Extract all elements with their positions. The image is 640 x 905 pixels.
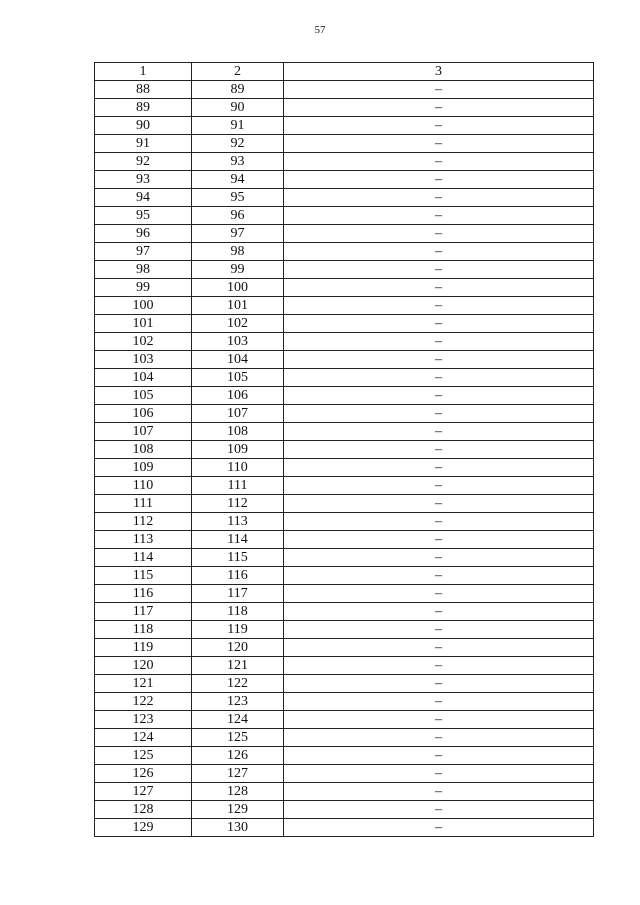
table-cell-col3: –: [284, 189, 594, 207]
table-row: [95, 603, 594, 621]
table-cell-col1: 93: [95, 171, 192, 189]
table-row: [95, 369, 594, 387]
table-cell-col2: 90: [192, 99, 284, 117]
table-row: [95, 567, 594, 585]
table-row: [95, 819, 594, 837]
table-cell-col2: 104: [192, 351, 284, 369]
table-cell-col1: 97: [95, 243, 192, 261]
table-row: [95, 333, 594, 351]
table-cell-col3: –: [284, 675, 594, 693]
table-cell-col1: 111: [95, 495, 192, 513]
table-row: [95, 171, 594, 189]
table-cell-col3: –: [284, 117, 594, 135]
table-cell-col1: 113: [95, 531, 192, 549]
table-cell-col1: 89: [95, 99, 192, 117]
table-cell-col2: 103: [192, 333, 284, 351]
table-cell-col3: –: [284, 657, 594, 675]
table-cell-col1: 116: [95, 585, 192, 603]
table-row: [95, 81, 594, 99]
table-cell-col2: 128: [192, 783, 284, 801]
table-row: [95, 801, 594, 819]
page-number: 57: [314, 24, 326, 36]
table-row: [95, 279, 594, 297]
table-cell-col3: –: [284, 261, 594, 279]
table-cell-col3: –: [284, 153, 594, 171]
table-cell-col2: 118: [192, 603, 284, 621]
table-cell-col1: 128: [95, 801, 192, 819]
table-row: [95, 423, 594, 441]
table-cell-col1: 108: [95, 441, 192, 459]
column-header-3: 3: [284, 63, 594, 81]
table-row: [95, 621, 594, 639]
table-cell-col2: 102: [192, 315, 284, 333]
table-cell-col2: 120: [192, 639, 284, 657]
table-row: [95, 189, 594, 207]
table-cell-col1: 114: [95, 549, 192, 567]
table-row: [95, 495, 594, 513]
table-cell-col3: –: [284, 549, 594, 567]
table-cell-col1: 112: [95, 513, 192, 531]
table-cell-col1: 100: [95, 297, 192, 315]
table-cell-col1: 96: [95, 225, 192, 243]
table-cell-col3: –: [284, 585, 594, 603]
table-cell-col1: 94: [95, 189, 192, 207]
table-cell-col1: 95: [95, 207, 192, 225]
table-cell-col3: –: [284, 495, 594, 513]
table-row: [95, 477, 594, 495]
table-row: [95, 225, 594, 243]
table-cell-col1: 90: [95, 117, 192, 135]
table-cell-col1: 110: [95, 477, 192, 495]
table-row: [95, 243, 594, 261]
table-cell-col2: 112: [192, 495, 284, 513]
table-cell-col3: –: [284, 297, 594, 315]
table-cell-col3: –: [284, 621, 594, 639]
table-cell-col2: 124: [192, 711, 284, 729]
table-cell-col2: 119: [192, 621, 284, 639]
table-cell-col3: –: [284, 171, 594, 189]
table-row: [95, 747, 594, 765]
table-cell-col2: 107: [192, 405, 284, 423]
table-cell-col1: 103: [95, 351, 192, 369]
data-table: [94, 62, 594, 837]
table-cell-col1: 102: [95, 333, 192, 351]
table-row: [95, 153, 594, 171]
table-row: [95, 765, 594, 783]
table-cell-col2: 121: [192, 657, 284, 675]
table-cell-col1: 101: [95, 315, 192, 333]
table-row: [95, 207, 594, 225]
table-cell-col2: 93: [192, 153, 284, 171]
table-row: [95, 405, 594, 423]
table-cell-col3: –: [284, 531, 594, 549]
table-cell-col1: 120: [95, 657, 192, 675]
table-cell-col2: 129: [192, 801, 284, 819]
table-cell-col3: –: [284, 441, 594, 459]
table-row: [95, 657, 594, 675]
table-row: [95, 549, 594, 567]
table-cell-col2: 91: [192, 117, 284, 135]
table-cell-col1: 118: [95, 621, 192, 639]
table-cell-col1: 99: [95, 279, 192, 297]
table-cell-col2: 114: [192, 531, 284, 549]
column-header-1: 1: [95, 63, 192, 81]
table-cell-col2: 113: [192, 513, 284, 531]
table-cell-col3: –: [284, 99, 594, 117]
table-body: [95, 81, 594, 837]
table-row: [95, 315, 594, 333]
table-row: [95, 783, 594, 801]
table-cell-col2: 100: [192, 279, 284, 297]
table-cell-col3: –: [284, 243, 594, 261]
table-row: [95, 459, 594, 477]
table-header-row: [95, 63, 594, 81]
table-cell-col2: 111: [192, 477, 284, 495]
table-row: [95, 711, 594, 729]
table-row: [95, 693, 594, 711]
table-cell-col3: –: [284, 387, 594, 405]
table-row: [95, 99, 594, 117]
table-cell-col3: –: [284, 513, 594, 531]
table-cell-col3: –: [284, 279, 594, 297]
column-header-2: 2: [192, 63, 284, 81]
table-cell-col3: –: [284, 423, 594, 441]
table-cell-col3: –: [284, 639, 594, 657]
table-cell-col2: 99: [192, 261, 284, 279]
table-row: [95, 513, 594, 531]
table-cell-col1: 98: [95, 261, 192, 279]
table-cell-col2: 126: [192, 747, 284, 765]
table-cell-col2: 98: [192, 243, 284, 261]
table-cell-col2: 105: [192, 369, 284, 387]
table-cell-col1: 125: [95, 747, 192, 765]
table-cell-col3: –: [284, 567, 594, 585]
table-cell-col3: –: [284, 693, 594, 711]
table-cell-col3: –: [284, 819, 594, 837]
table-cell-col1: 115: [95, 567, 192, 585]
table-cell-col1: 124: [95, 729, 192, 747]
table-row: [95, 135, 594, 153]
table-cell-col2: 95: [192, 189, 284, 207]
table-cell-col1: 105: [95, 387, 192, 405]
table-cell-col2: 108: [192, 423, 284, 441]
table-cell-col1: 109: [95, 459, 192, 477]
table-row: [95, 585, 594, 603]
table-row: [95, 531, 594, 549]
table-cell-col2: 89: [192, 81, 284, 99]
table-cell-col3: –: [284, 405, 594, 423]
table-cell-col2: 125: [192, 729, 284, 747]
table-cell-col1: 126: [95, 765, 192, 783]
table-cell-col2: 116: [192, 567, 284, 585]
table-cell-col1: 117: [95, 603, 192, 621]
table-cell-col1: 129: [95, 819, 192, 837]
table-cell-col2: 109: [192, 441, 284, 459]
table-cell-col3: –: [284, 333, 594, 351]
table-cell-col3: –: [284, 459, 594, 477]
table-cell-col1: 88: [95, 81, 192, 99]
table-cell-col3: –: [284, 477, 594, 495]
table-cell-col1: 91: [95, 135, 192, 153]
table-cell-col3: –: [284, 603, 594, 621]
table-cell-col1: 119: [95, 639, 192, 657]
table-cell-col2: 96: [192, 207, 284, 225]
table-cell-col3: –: [284, 369, 594, 387]
table-cell-col3: –: [284, 765, 594, 783]
table-cell-col1: 122: [95, 693, 192, 711]
table-cell-col2: 106: [192, 387, 284, 405]
table-cell-col2: 130: [192, 819, 284, 837]
table-cell-col2: 94: [192, 171, 284, 189]
table-cell-col3: –: [284, 783, 594, 801]
table-cell-col1: 127: [95, 783, 192, 801]
table-cell-col2: 97: [192, 225, 284, 243]
table-cell-col3: –: [284, 315, 594, 333]
table-cell-col1: 107: [95, 423, 192, 441]
table-cell-col2: 110: [192, 459, 284, 477]
table-cell-col3: –: [284, 801, 594, 819]
table-row: [95, 675, 594, 693]
table-cell-col3: –: [284, 351, 594, 369]
table-cell-col1: 106: [95, 405, 192, 423]
table-cell-col2: 101: [192, 297, 284, 315]
table-row: [95, 441, 594, 459]
table-cell-col1: 121: [95, 675, 192, 693]
table-cell-col2: 117: [192, 585, 284, 603]
table-row: [95, 117, 594, 135]
table-cell-col3: –: [284, 225, 594, 243]
table-cell-col2: 115: [192, 549, 284, 567]
table-row: [95, 297, 594, 315]
table-cell-col2: 123: [192, 693, 284, 711]
table-row: [95, 639, 594, 657]
table-cell-col3: –: [284, 747, 594, 765]
table-row: [95, 351, 594, 369]
table-cell-col1: 104: [95, 369, 192, 387]
table-cell-col3: –: [284, 711, 594, 729]
table-row: [95, 387, 594, 405]
table-cell-col1: 92: [95, 153, 192, 171]
table-cell-col3: –: [284, 207, 594, 225]
table-cell-col2: 122: [192, 675, 284, 693]
table-cell-col2: 127: [192, 765, 284, 783]
table-cell-col3: –: [284, 729, 594, 747]
table-cell-col3: –: [284, 81, 594, 99]
table-row: [95, 261, 594, 279]
table-row: [95, 729, 594, 747]
table-cell-col1: 123: [95, 711, 192, 729]
table-cell-col3: –: [284, 135, 594, 153]
table-cell-col2: 92: [192, 135, 284, 153]
